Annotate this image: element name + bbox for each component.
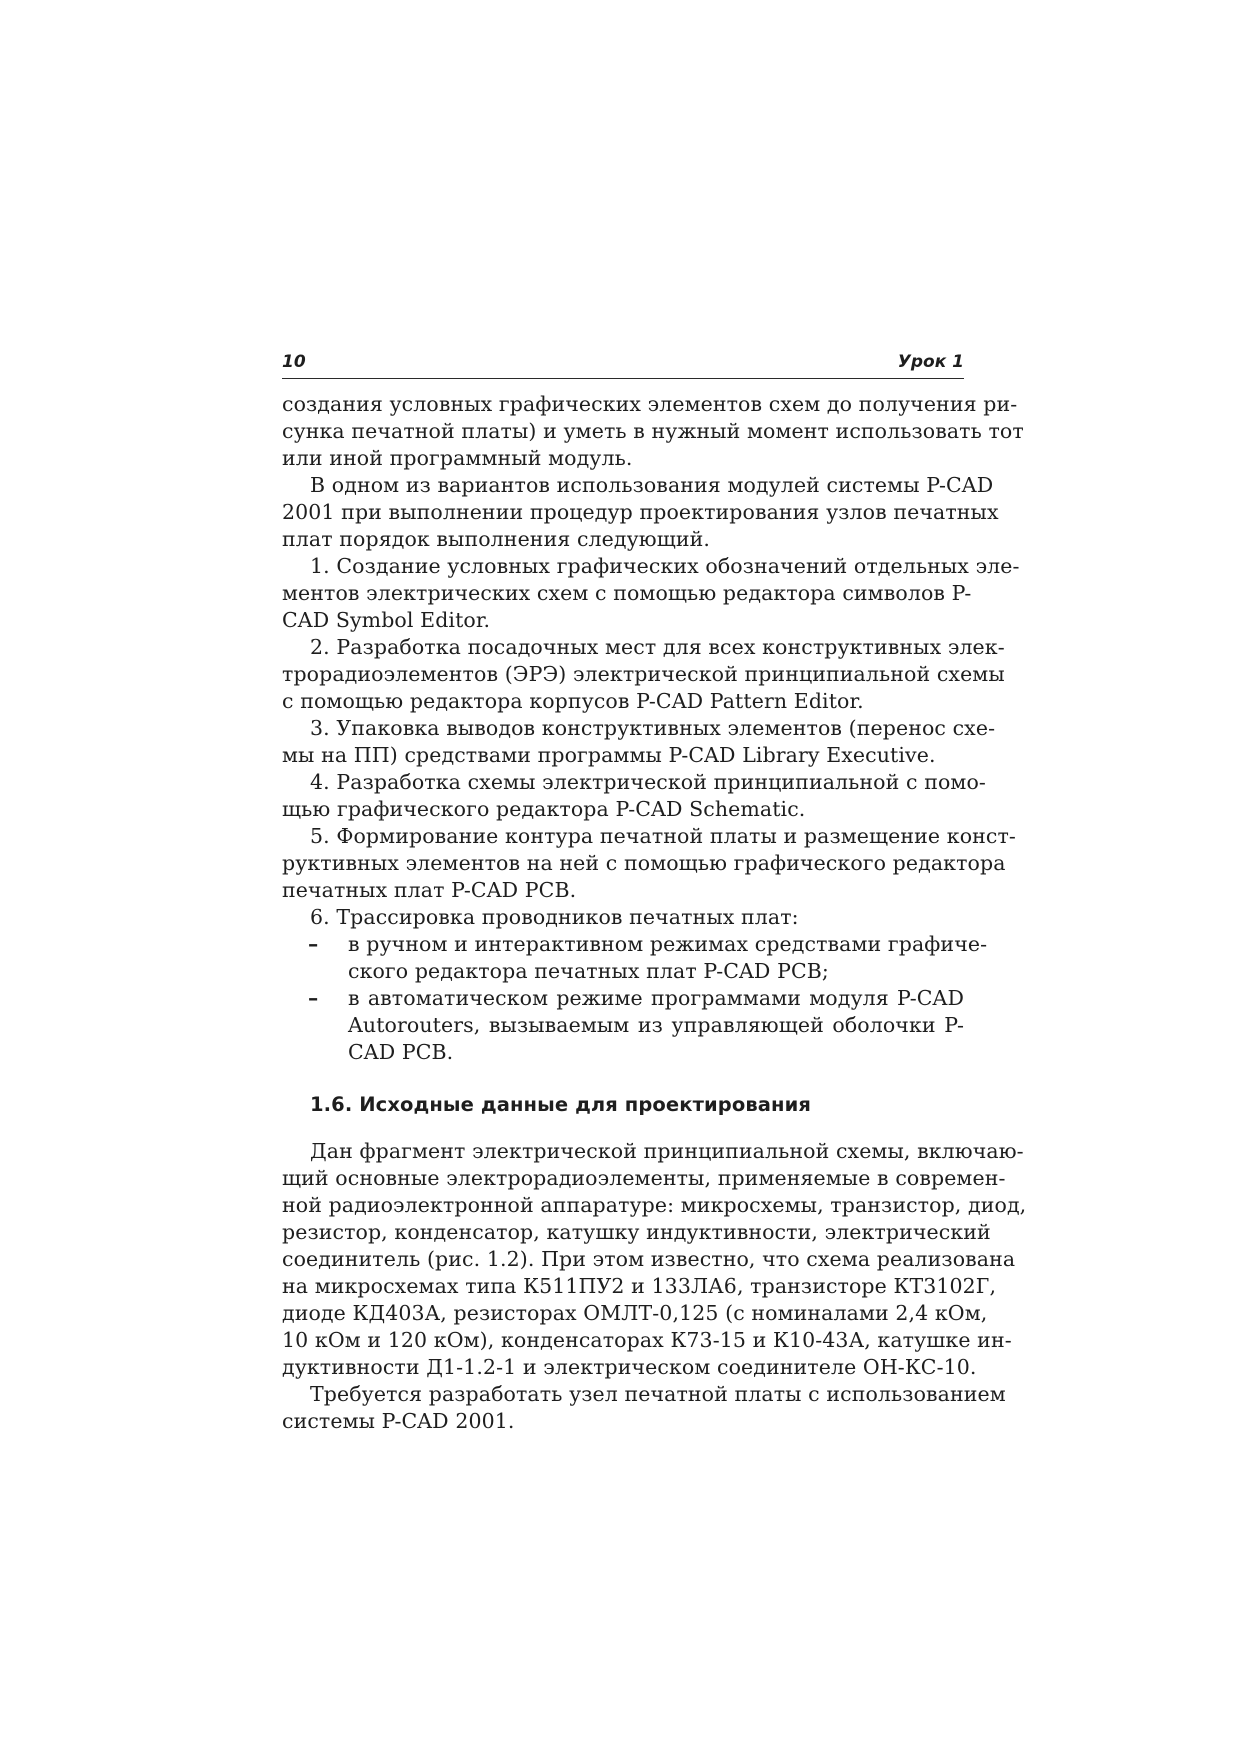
paragraph xyxy=(282,1138,1027,1381)
chapter-title: Урок 1 xyxy=(897,352,964,372)
text-line: печатных плат P-CAD PCB. xyxy=(282,878,577,902)
paragraph xyxy=(282,472,999,553)
text-line: CAD Symbol Editor. xyxy=(282,608,491,632)
numbered-item xyxy=(282,634,1005,715)
text-line: 2. Разработка посадочных мест для всех конструктивных элек- xyxy=(310,635,1005,659)
dash-bullet: – xyxy=(308,986,319,1010)
section-heading: 1.6. Исходные данные для проектирования xyxy=(310,1093,811,1116)
paragraph xyxy=(282,391,1024,472)
numbered-item xyxy=(282,823,1016,904)
text-line: ского редактора печатных плат P-CAD PCB; xyxy=(348,959,829,983)
text-line: плат порядок выполнения следующий. xyxy=(282,527,711,551)
numbered-item xyxy=(282,769,986,823)
text-line: 3. Упаковка выводов конструктивных элементов (перенос схе- xyxy=(310,716,996,740)
text-line: 10 кОм и 120 кОм), конденсаторах К73-15 и К10-43А, катушке ин- xyxy=(282,1328,1012,1352)
text-line: с помощью редактора корпусов P-CAD Pattern Editor. xyxy=(282,689,864,713)
text-line: ной радиоэлектронной аппаратуре: микросхемы, транзистор, диод, xyxy=(282,1193,1027,1217)
text-line: 2001 при выполнении процедур проектирования узлов печатных xyxy=(282,500,999,524)
text-line: в ручном и интерактивном режимах средствами графиче- xyxy=(348,932,988,956)
text-line: создания условных графических элементов схем до получения ри- xyxy=(282,392,1018,416)
text-line: Дан фрагмент электрической принципиальной схемы, включаю- xyxy=(310,1139,1024,1163)
text-line: резистор, конденсатор, катушку индуктивности, электрический xyxy=(282,1220,991,1244)
text-line: ментов электрических схем с помощью редактора символов P- xyxy=(282,581,972,605)
body-text xyxy=(282,391,1027,1435)
text-line: щий основные электрорадиоэлементы, применяемые в современ- xyxy=(282,1166,1006,1190)
running-header xyxy=(282,350,964,379)
dash-bullet: – xyxy=(308,932,319,956)
text-line: щью графического редактора P-CAD Schematic. xyxy=(282,797,806,821)
text-line: Требуется разработать узел печатной платы с использованием xyxy=(310,1382,1006,1406)
text-line: на микросхемах типа К511ПУ2 и 133ЛА6, транзисторе КТ3102Г, xyxy=(282,1274,997,1298)
text-line: трорадиоэлементов (ЭРЭ) электрической принципиальной схемы xyxy=(282,662,1005,686)
text-line: 4. Разработка схемы электрической принципиальной с помо- xyxy=(310,770,986,794)
text-line: 6. Трассировка проводников печатных плат: xyxy=(310,905,799,929)
text-line: Autorouters, вызываемым из управляющей оболочки P- xyxy=(348,1013,964,1037)
dash-list-item xyxy=(282,985,964,1066)
text-line: дуктивности Д1-1.2-1 и электрическом соединителе ОН-КС-10. xyxy=(282,1355,977,1379)
text-line: руктивных элементов на ней с помощью графического редактора xyxy=(282,851,1006,875)
book-page xyxy=(282,350,1027,1435)
text-line: системы P-CAD 2001. xyxy=(282,1409,515,1433)
numbered-item xyxy=(282,904,964,931)
text-line: соединитель (рис. 1.2). При этом известно, что схема реализована xyxy=(282,1247,1016,1271)
text-line: 5. Формирование контура печатной платы и размещение конст- xyxy=(310,824,1016,848)
text-line: CAD PCB. xyxy=(348,1040,454,1064)
text-line: мы на ПП) средствами программы P-CAD Library Executive. xyxy=(282,743,936,767)
paragraph xyxy=(282,1381,1006,1435)
text-line: или иной программный модуль. xyxy=(282,446,633,470)
text-line: В одном из вариантов использования модулей системы P-CAD xyxy=(310,473,994,497)
text-line: в автоматическом режиме программами модуля P-CAD xyxy=(348,986,964,1010)
text-line: диоде КД403А, резисторах ОМЛТ-0,125 (с номиналами 2,4 кОм, xyxy=(282,1301,988,1325)
numbered-item xyxy=(282,715,996,769)
text-line: 1. Создание условных графических обозначений отдельных эле- xyxy=(310,554,1020,578)
text-line: сунка печатной платы) и уметь в нужный момент использовать тот xyxy=(282,419,1024,443)
numbered-item xyxy=(282,553,1020,634)
dash-list-item xyxy=(282,931,988,985)
page-number: 10 xyxy=(282,352,306,372)
